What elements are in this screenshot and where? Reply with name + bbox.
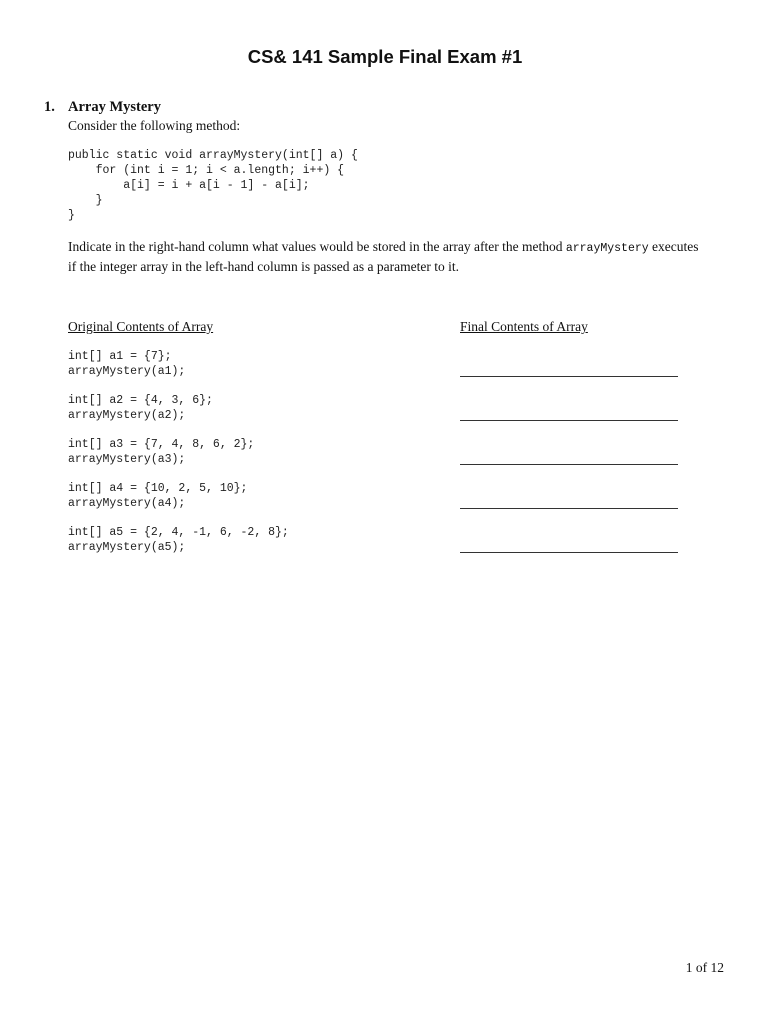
answer-blank[interactable] [460,376,678,377]
instruction-text-part: Indicate in the right-hand column what values would be stored in the array after the method [68,239,566,254]
instruction-text-line2: if the integer array in the left-hand column is passed as a parameter to it. [68,259,459,274]
column-header-original: Original Contents of Array [68,319,214,334]
method-name-inline: arrayMystery [565,242,649,255]
array-case-code: int[] a3 = {7, 4, 8, 6, 2}; arrayMystery(a3); [68,438,255,466]
question-intro: Consider the following method: [68,118,241,133]
answer-blank[interactable] [460,420,678,421]
answer-blank[interactable] [460,464,678,465]
instruction-text-part: executes [648,239,699,254]
page-title: CS& 141 Sample Final Exam #1 [247,46,523,67]
page-number: 1 of 12 [685,960,724,975]
array-case-code: int[] a5 = {2, 4, -1, 6, -2, 8}; arrayMystery(a5); [68,526,289,554]
array-case-code: int[] a2 = {4, 3, 6}; arrayMystery(a2); [68,394,213,422]
answer-blank[interactable] [460,552,678,553]
array-case-code: int[] a1 = {7}; arrayMystery(a1); [68,350,186,378]
answer-blank[interactable] [460,508,678,509]
column-header-final: Final Contents of Array [460,319,588,334]
question-number: 1. [44,99,55,115]
question-title: Array Mystery [68,99,161,115]
instruction-text [68,238,738,276]
array-case-code: int[] a4 = {10, 2, 5, 10}; arrayMystery(a4); [68,482,248,510]
method-code: public static void arrayMystery(int[] a) { for (int i = 1; i < a.length; i++) { a[i] = i + a[i - 1] - a[i]; } } [68,149,358,222]
